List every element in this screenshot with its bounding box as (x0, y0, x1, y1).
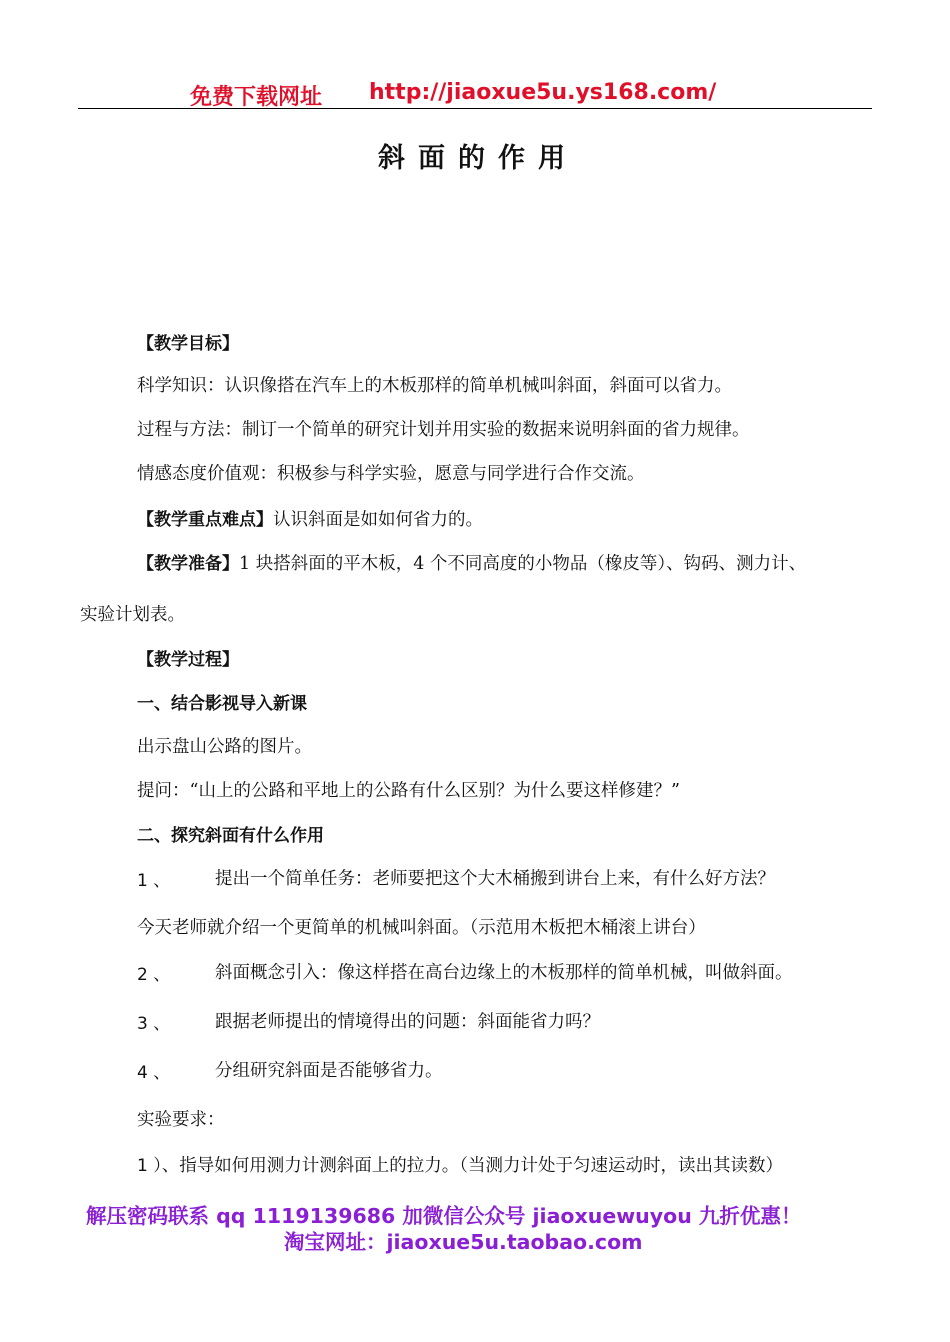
key-points-text: 认识斜面是如如何省力的。 (273, 510, 483, 530)
objectives-heading: 【教学目标】 (137, 334, 239, 354)
objective-method: 过程与方法：制订一个简单的研究计划并用实验的数据来说明斜面的省力规律。 (137, 420, 750, 440)
preparation-text-line1: 1 块搭斜面的平木板，4 个不同高度的小物品（橡皮等）、钩码、测力计、 (239, 554, 807, 574)
footer-taobao-link[interactable]: 淘宝网址：jiaoxue5u.taobao.com (284, 1230, 643, 1254)
item-1-number: 1 、 (137, 871, 171, 891)
item-4-number: 4 、 (137, 1063, 171, 1083)
requirement-1 (137, 1151, 783, 1177)
section1-line1: 出示盘山公路的图片。 (137, 737, 312, 757)
preparation-paragraph (137, 549, 806, 575)
item-2-number: 2 、 (137, 965, 171, 985)
section1-heading: 一、结合影视导入新课 (137, 694, 307, 714)
preparation-text-line2: 实验计划表。 (80, 605, 185, 625)
header-divider (78, 108, 872, 109)
key-points-paragraph (137, 505, 483, 531)
page-title: 斜面的作用 (378, 143, 578, 174)
item-3-number: 3 、 (137, 1014, 171, 1034)
item-2-text: 斜面概念引入：像这样搭在高台边缘上的木板那样的简单机械，叫做斜面。 (215, 963, 793, 983)
section1-line2: 提问：“山上的公路和平地上的公路有什么区别？为什么要这样修建？” (137, 781, 680, 801)
requirements-label: 实验要求： (137, 1110, 225, 1130)
process-heading: 【教学过程】 (137, 650, 239, 670)
requirement-1-text: 、指导如何用测力计测斜面上的拉力。（当测力计处于匀速运动时，读出其读数） (161, 1156, 783, 1176)
today-line: 今天老师就介绍一个更简单的机械叫斜面。（示范用木板把木桶滚上讲台） (137, 918, 706, 938)
item-1-text: 提出一个简单任务：老师要把这个大木桶搬到讲台上来，有什么好方法？ (215, 869, 775, 889)
objective-attitude: 情感态度价值观：积极参与科学实验，愿意与同学进行合作交流。 (137, 464, 645, 484)
header-label: 免费下载网址 (190, 85, 323, 110)
objective-knowledge: 科学知识：认识像搭在汽车上的木板那样的简单机械叫斜面，斜面可以省力。 (137, 376, 732, 396)
section2-heading: 二、探究斜面有什么作用 (137, 826, 324, 846)
header-url-link[interactable]: http://jiaoxue5u.ys168.com/ (369, 80, 717, 105)
requirement-1-number: 1 ） (137, 1156, 162, 1176)
item-3-text: 跟据老师提出的情境得出的问题：斜面能省力吗？ (215, 1012, 600, 1032)
key-points-heading: 【教学重点难点】 (137, 510, 273, 530)
footer-line1: 解压密码联系 qq 1119139686 加微信公众号 jiaoxuewuyou 九折优惠！ (86, 1204, 802, 1228)
item-4-text: 分组研究斜面是否能够省力。 (215, 1061, 443, 1081)
preparation-heading: 【教学准备】 (137, 554, 239, 574)
